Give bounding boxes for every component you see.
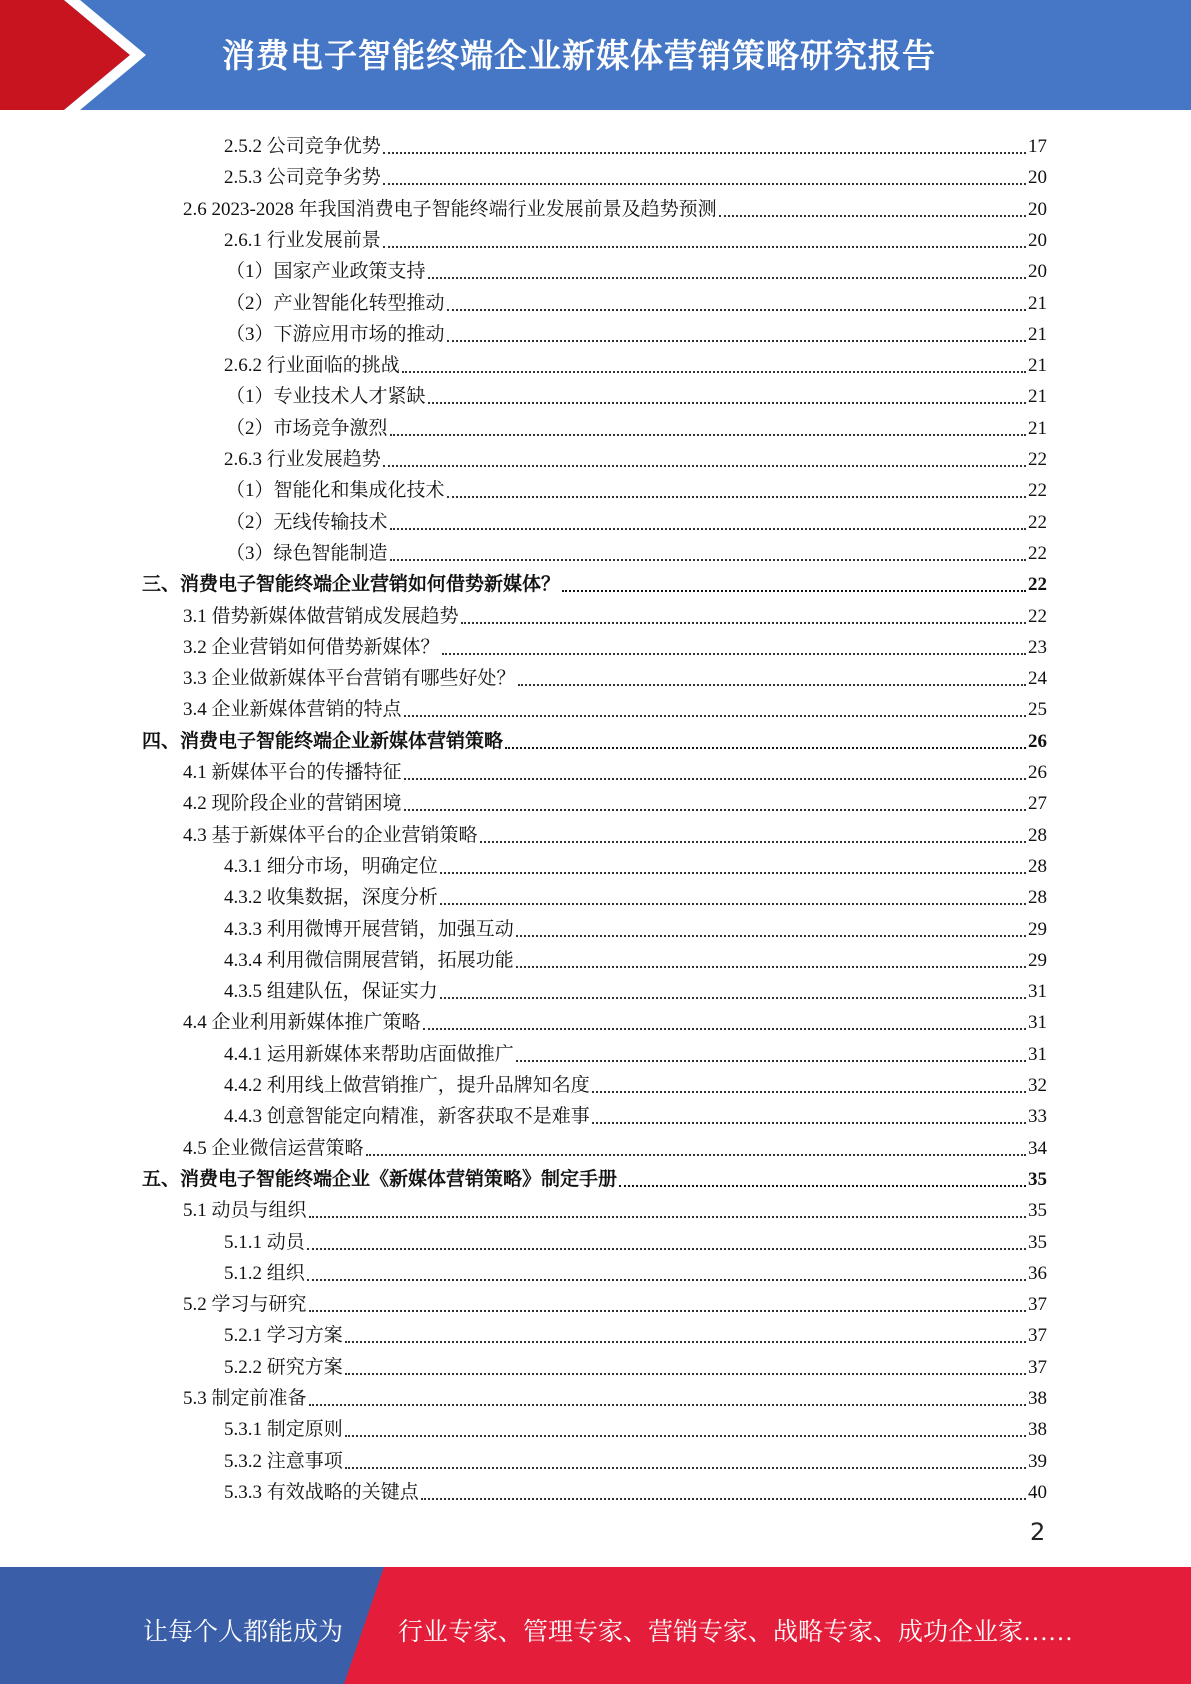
toc-dot-leader xyxy=(447,308,1026,311)
toc-entry[interactable] xyxy=(183,598,1047,629)
toc-entry[interactable] xyxy=(183,817,1047,848)
toc-dot-leader xyxy=(390,558,1026,561)
toc-entry-page: 38 xyxy=(1028,1388,1047,1409)
toc-entry-page: 23 xyxy=(1028,636,1047,658)
toc-dot-leader xyxy=(619,1184,1026,1187)
toc-entry[interactable] xyxy=(224,1474,1047,1505)
toc-entry[interactable] xyxy=(226,535,1047,566)
toc-entry[interactable] xyxy=(183,691,1047,722)
toc-entry-title: 4.3.1 细分市场，明确定位 xyxy=(224,855,438,877)
toc-entry-page: 22 xyxy=(1028,480,1047,502)
toc-entry-title: 4.3 基于新媒体平台的企业营销策略 xyxy=(183,824,478,846)
toc-entry[interactable] xyxy=(224,848,1047,879)
toc-entry-title: 2.6 2023-2028 年我国消费电子智能终端行业发展前景及趋势预测 xyxy=(183,198,717,220)
toc-entry-page: 31 xyxy=(1028,981,1047,1003)
toc-entry[interactable] xyxy=(183,754,1047,785)
toc-dot-leader xyxy=(442,652,1026,655)
toc-entry-title: 5.3.2 注意事项 xyxy=(224,1450,343,1472)
toc-dot-leader xyxy=(428,401,1026,404)
toc-dot-leader xyxy=(309,1403,1026,1406)
header-arrow-decoration xyxy=(0,0,170,110)
toc-entry-title: 4.3.5 组建队伍，保证实力 xyxy=(224,981,438,1003)
toc-entry-title: 5.1 动员与组织 xyxy=(183,1200,307,1222)
toc-entry-page: 24 xyxy=(1028,668,1047,690)
toc-entry-page: 22 xyxy=(1028,605,1047,627)
toc-entry-page: 37 xyxy=(1028,1294,1047,1316)
toc-dot-leader xyxy=(383,245,1026,248)
toc-entry-title: （1）智能化和集成化技术 xyxy=(226,480,445,502)
toc-dot-leader xyxy=(505,746,1026,749)
toc-entry[interactable] xyxy=(224,1036,1047,1067)
toc-entry-page: 31 xyxy=(1028,1012,1047,1034)
red-arrow-shape xyxy=(0,0,130,110)
toc-dot-leader xyxy=(309,1309,1026,1312)
toc-entry[interactable] xyxy=(224,1349,1047,1380)
toc-entry-title: （3）下游应用市场的推动 xyxy=(226,323,445,345)
toc-entry-page: 22 xyxy=(1028,449,1047,470)
toc-entry-title: 4.3.2 收集数据，深度分析 xyxy=(224,887,438,909)
toc-entry-page: 27 xyxy=(1028,793,1047,815)
toc-dot-leader xyxy=(390,527,1026,530)
toc-entry-title: 5.2.2 研究方案 xyxy=(224,1356,343,1378)
toc-entry-page: 21 xyxy=(1028,323,1047,345)
toc-entry-title: （2）产业智能化转型推动 xyxy=(226,292,445,314)
toc-entry[interactable] xyxy=(183,629,1047,660)
toc-entry-title: 2.6.1 行业发展前景 xyxy=(224,229,381,251)
toc-entry-page: 28 xyxy=(1028,887,1047,909)
toc-entry-page: 37 xyxy=(1028,1325,1047,1347)
toc-entry[interactable] xyxy=(226,253,1047,284)
toc-entry-title: 4.4.1 运用新媒体来帮助店面做推广 xyxy=(224,1043,514,1065)
toc-entry-page: 38 xyxy=(1028,1419,1047,1441)
toc-entry-title: 3.3 企业做新媒体平台营销有哪些好处？ xyxy=(183,668,516,690)
toc-entry[interactable] xyxy=(224,1067,1047,1098)
toc-entry-page: 36 xyxy=(1028,1262,1047,1284)
toc-dot-leader xyxy=(404,714,1026,717)
toc-entry-page: 17 xyxy=(1028,136,1047,157)
toc-entry[interactable] xyxy=(224,1443,1047,1474)
toc-entry[interactable] xyxy=(226,285,1047,316)
toc-dot-leader xyxy=(345,1466,1026,1469)
toc-entry-page: 37 xyxy=(1028,1356,1047,1378)
toc-dot-leader xyxy=(307,1278,1026,1281)
toc-dot-leader xyxy=(719,214,1026,217)
toc-entry-title: （2）市场竞争激烈 xyxy=(226,417,388,439)
toc-entry-page: 22 xyxy=(1028,542,1047,564)
toc-dot-leader xyxy=(383,151,1026,154)
toc-dot-leader xyxy=(516,1059,1026,1062)
toc-dot-leader xyxy=(592,1121,1026,1124)
toc-dot-leader xyxy=(307,1247,1026,1250)
toc-entry[interactable] xyxy=(224,879,1047,910)
toc-entry-title: 四、消费电子智能终端企业新媒体营销策略 xyxy=(142,730,504,752)
toc-dot-leader xyxy=(461,621,1026,624)
toc-entry-page: 22 xyxy=(1028,574,1047,596)
toc-entry-page: 35 xyxy=(1028,1231,1047,1253)
toc-dot-leader xyxy=(390,433,1026,436)
toc-dot-leader xyxy=(447,495,1026,498)
toc-entry-title: 4.4.2 利用线上做营销推广，提升品牌知名度 xyxy=(224,1075,590,1096)
toc-entry[interactable] xyxy=(183,1286,1047,1317)
toc-entry-title: 3.2 企业营销如何借势新媒体？ xyxy=(183,636,440,658)
toc-entry-page: 29 xyxy=(1028,949,1047,971)
toc-entry[interactable] xyxy=(224,222,1047,253)
toc-entry-title: 4.3.3 利用微博开展营销，加强互动 xyxy=(224,918,514,940)
footer-slogan-right: 行业专家、管理专家、营销专家、战略专家、成功企业家…… xyxy=(398,1619,1074,1646)
toc-entry-page: 20 xyxy=(1028,229,1047,251)
toc-entry-page: 40 xyxy=(1028,1481,1047,1503)
toc-dot-leader xyxy=(562,589,1026,592)
toc-entry-title: 五、消费电子智能终端企业《新媒体营销策略》制定手册 xyxy=(142,1168,618,1190)
toc-entry[interactable] xyxy=(224,128,1047,159)
toc-entry-title: 3.1 借势新媒体做营销成发展趋势 xyxy=(183,605,459,627)
toc-dot-leader xyxy=(404,777,1026,780)
toc-dot-leader xyxy=(402,370,1026,373)
toc-entry-title: （1）国家产业政策支持 xyxy=(226,261,426,283)
toc-dot-leader xyxy=(440,902,1026,905)
toc-entry[interactable] xyxy=(224,441,1047,472)
toc-entry[interactable] xyxy=(183,1380,1047,1411)
toc-entry[interactable] xyxy=(142,723,1047,754)
toc-entry[interactable] xyxy=(226,410,1047,441)
toc-entry[interactable] xyxy=(183,660,1047,691)
toc-dot-leader xyxy=(447,339,1026,342)
toc-entry[interactable] xyxy=(224,1255,1047,1286)
toc-dot-leader xyxy=(428,276,1026,279)
toc-entry-page: 35 xyxy=(1028,1168,1047,1190)
toc-entry-page: 35 xyxy=(1028,1200,1047,1222)
toc-entry-title: 5.3.1 制定原则 xyxy=(224,1419,343,1441)
toc-entry[interactable] xyxy=(224,159,1047,190)
toc-entry[interactable] xyxy=(183,1130,1047,1161)
toc-entry-page: 28 xyxy=(1028,855,1047,877)
toc-entry[interactable] xyxy=(224,1098,1047,1129)
toc-entry[interactable] xyxy=(224,973,1047,1004)
toc-entry-page: 20 xyxy=(1028,198,1047,220)
toc-entry-title: 2.6.2 行业面临的挑战 xyxy=(224,355,400,377)
toc-dot-leader xyxy=(518,683,1026,686)
toc-entry-page: 22 xyxy=(1028,511,1047,533)
toc-entry[interactable] xyxy=(183,785,1047,816)
toc-entry-page: 26 xyxy=(1028,730,1047,752)
toc-entry[interactable] xyxy=(224,911,1047,942)
toc-entry-page: 29 xyxy=(1028,918,1047,940)
toc-entry-title: 2.5.3 公司竞争劣势 xyxy=(224,167,381,189)
toc-dot-leader xyxy=(404,808,1026,811)
toc-dot-leader xyxy=(383,182,1026,185)
toc-entry-title: 5.3.3 有效战略的关键点 xyxy=(224,1481,419,1503)
report-footer xyxy=(0,1567,1191,1684)
toc-dot-leader xyxy=(383,464,1026,467)
toc-dot-leader xyxy=(345,1340,1026,1343)
toc-dot-leader xyxy=(440,996,1026,999)
toc-dot-leader xyxy=(345,1372,1026,1375)
toc-entry[interactable] xyxy=(226,504,1047,535)
toc-entry-title: （3）绿色智能制造 xyxy=(226,542,388,564)
toc-entry-title: 5.1.1 动员 xyxy=(224,1231,305,1253)
toc-dot-leader xyxy=(516,934,1026,937)
toc-entry-page: 21 xyxy=(1028,355,1047,377)
report-header xyxy=(0,0,1191,110)
toc-entry-page: 32 xyxy=(1028,1075,1047,1096)
toc-dot-leader xyxy=(440,871,1026,874)
toc-entry-title: （2）无线传输技术 xyxy=(226,511,388,533)
toc-entry-title: 2.6.3 行业发展趋势 xyxy=(224,449,381,470)
toc-entry[interactable] xyxy=(226,472,1047,503)
toc-entry-title: 4.3.4 利用微信開展营销，拓展功能 xyxy=(224,949,514,971)
toc-entry-title: 三、消费电子智能终端企业营销如何借势新媒体？ xyxy=(142,574,561,596)
toc-entry-page: 21 xyxy=(1028,292,1047,314)
toc-entry-page: 26 xyxy=(1028,762,1047,783)
toc-dot-leader xyxy=(421,1497,1026,1500)
footer-slogan-left: 让每个人都能成为 xyxy=(143,1619,344,1646)
toc-dot-leader xyxy=(423,1027,1026,1030)
toc-entry-page: 28 xyxy=(1028,824,1047,846)
toc-entry-title: 5.2 学习与研究 xyxy=(183,1294,307,1316)
toc-entry-page: 31 xyxy=(1028,1043,1047,1065)
toc-entry[interactable] xyxy=(224,1224,1047,1255)
toc-entry-page: 20 xyxy=(1028,261,1047,283)
toc-entry[interactable] xyxy=(142,566,1047,597)
toc-entry-title: 4.4.3 创意智能定向精准，新客获取不是难事 xyxy=(224,1106,590,1128)
toc-entry-title: （1）专业技术人才紧缺 xyxy=(226,386,426,408)
toc-entry-page: 21 xyxy=(1028,417,1047,439)
toc-entry-title: 3.4 企业新媒体营销的特点 xyxy=(183,699,402,721)
toc-entry-page: 21 xyxy=(1028,386,1047,408)
toc-entry[interactable] xyxy=(224,1317,1047,1348)
toc-entry-title: 4.2 现阶段企业的营销困境 xyxy=(183,793,402,815)
toc-entry[interactable] xyxy=(226,316,1047,347)
toc-dot-leader xyxy=(366,1153,1026,1156)
page-number: 2 xyxy=(1030,1518,1046,1546)
toc-entry-title: 4.4 企业利用新媒体推广策略 xyxy=(183,1012,421,1034)
toc-entry[interactable] xyxy=(183,191,1047,222)
toc-entry[interactable] xyxy=(142,1161,1047,1192)
toc-entry-title: 5.3 制定前准备 xyxy=(183,1388,307,1409)
toc-entry-title: 2.5.2 公司竞争优势 xyxy=(224,136,381,157)
toc-entry-title: 4.5 企业微信运营策略 xyxy=(183,1137,364,1159)
toc-dot-leader xyxy=(480,840,1026,843)
report-title: 消费电子智能终端企业新媒体营销策略研究报告 xyxy=(222,36,936,75)
toc-entry-page: 25 xyxy=(1028,699,1047,721)
toc-dot-leader xyxy=(592,1090,1026,1093)
toc-entry-page: 20 xyxy=(1028,167,1047,189)
toc-entry[interactable] xyxy=(183,1192,1047,1223)
toc-entry-page: 34 xyxy=(1028,1137,1047,1159)
toc-entry-page: 39 xyxy=(1028,1450,1047,1472)
toc-entry-page: 33 xyxy=(1028,1106,1047,1128)
toc-entry-title: 5.2.1 学习方案 xyxy=(224,1325,343,1347)
toc-dot-leader xyxy=(345,1434,1026,1437)
toc-dot-leader xyxy=(516,965,1026,968)
toc-entry[interactable] xyxy=(224,942,1047,973)
toc-entry-title: 5.1.2 组织 xyxy=(224,1262,305,1284)
toc-entry[interactable] xyxy=(224,347,1047,378)
toc-entry[interactable] xyxy=(224,1411,1047,1442)
toc-entry[interactable] xyxy=(226,378,1047,409)
toc-entry-title: 4.1 新媒体平台的传播特征 xyxy=(183,762,402,783)
toc-dot-leader xyxy=(309,1215,1026,1218)
toc-entry[interactable] xyxy=(183,1004,1047,1035)
